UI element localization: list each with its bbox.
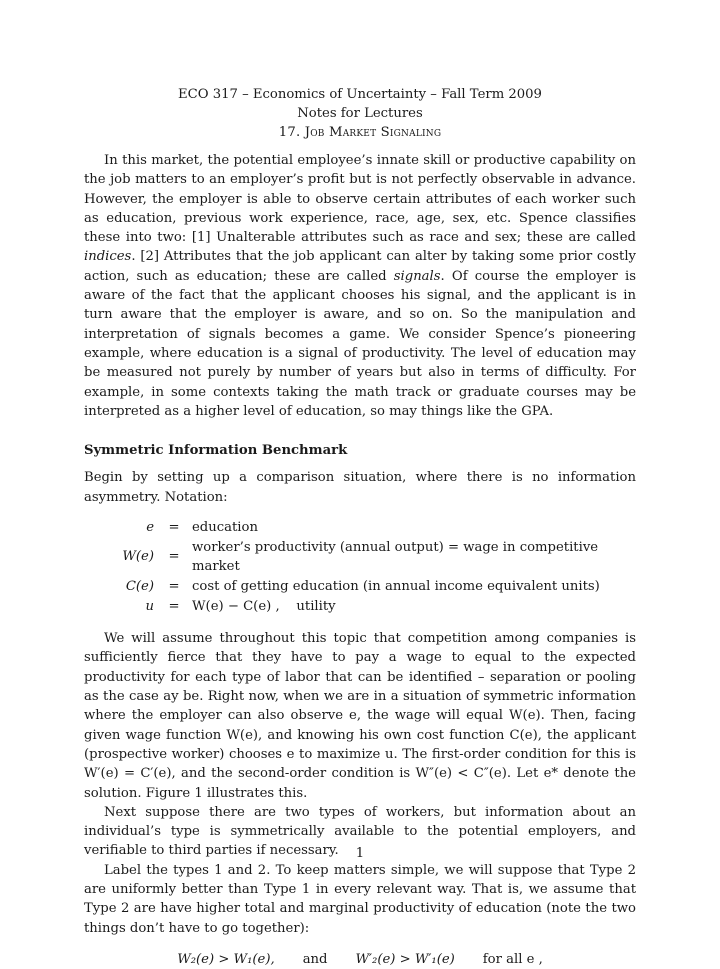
inequality-marginal: W′₂(e) > W′₁(e) bbox=[355, 951, 455, 967]
course-title: ECO 317 – Economics of Uncertainty – Fall Term 2009 bbox=[178, 87, 542, 102]
notation-symbol: u bbox=[145, 599, 154, 615]
notes-subtitle: Notes for Lectures bbox=[297, 106, 423, 121]
labels-paragraph: Label the types 1 and 2. To keep matters simple, we will suppose that Type 2 are uniformly better than Type 1 in every relevant way. That is, we assume that Type 2 are have higher total and marginal productivity of education (note the two things don’t have to go together): bbox=[84, 862, 636, 936]
document-page bbox=[84, 85, 636, 969]
document-header bbox=[84, 85, 636, 142]
indices-term: indices bbox=[84, 249, 132, 265]
intro-paragraph bbox=[84, 151, 636, 421]
notation-row bbox=[110, 576, 636, 597]
notation-row bbox=[110, 517, 636, 538]
notation-row bbox=[110, 597, 636, 618]
inequality-total: W₂(e) > W₁(e), bbox=[177, 951, 275, 967]
notation-symbol: C(e) bbox=[125, 578, 154, 594]
intro-text-2: . [2] Attributes that the job applicant can alter by taking some prior costly action, such as education; these are called bbox=[84, 249, 636, 284]
notation-equals: = bbox=[168, 519, 180, 535]
intro-text-3: . Of course the employer is aware of the fact that the applicant chooses his signal, and the applicant is in turn aware that the employer is aware, and so on. So the manipulation and interpretation of signals becomes a game. We consider Spence’s pioneering example, where education is a signal of productivity. The level of education may be measured not purely by number of years but also in terms of difficulty. For example, in some contexts taking the math track or graduate courses may be interpreted as a higher level of education, so may things like the GPA. bbox=[84, 268, 636, 419]
lecture-title: 17. Job Market Signaling bbox=[278, 125, 442, 140]
productivity-inequality bbox=[84, 950, 636, 969]
notation-symbol: e bbox=[146, 519, 154, 535]
setup-paragraph: Begin by setting up a comparison situation, where there is no information asymmetry. Notation: bbox=[84, 470, 636, 505]
intro-text-1: In this market, the potential employee’s innate skill or productive capability on the job matters to an employer’s profit but is not perfectly observable in advance. However, the employer is able to observe certain attributes of each worker such as education, previous work experience, race, age, sex, etc. Spence classifies these into two: [1] Unalterable attributes such as race and sex; these are called bbox=[84, 153, 636, 246]
page-number: 1 bbox=[355, 846, 365, 861]
notation-meaning: cost of getting education (in annual income equivalent units) bbox=[192, 578, 600, 594]
notation-meaning: education bbox=[192, 519, 258, 535]
notation-equals: = bbox=[168, 599, 180, 615]
notation-row bbox=[110, 538, 636, 577]
notation-meaning: W(e) − C(e) , utility bbox=[192, 599, 336, 615]
inequality-for-all: for all e , bbox=[482, 951, 543, 967]
assumption-paragraph: We will assume throughout this topic that competition among companies is sufficiently fierce that they have to pay a wage to equal to the expected productivity for each type of labor that can be identified – separation or pooling as the case ay be. Right now, when we are in a situation of symmetric information where the employer can also observe e, the wage will equal W(e). Then, facing given wage function W(e), and knowing his own cost function C(e), the applicant (prospective worker) chooses e to maximize u. The first-order condition for this is W′(e) = C′(e), and the second-order condition is W″(e) < C″(e). Let e* denote the solution. Figure 1 illustrates this. bbox=[84, 631, 636, 801]
notation-symbol: W(e) bbox=[122, 549, 154, 565]
notation-equals: = bbox=[168, 549, 180, 565]
notation-meaning: worker’s productivity (annual output) = wage in competitive market bbox=[192, 539, 599, 574]
notation-table bbox=[110, 517, 636, 617]
notation-equals: = bbox=[168, 578, 180, 594]
signals-term: signals bbox=[393, 268, 441, 284]
section-heading: Symmetric Information Benchmark bbox=[84, 443, 348, 459]
inequality-and: and bbox=[302, 951, 328, 967]
two-types-paragraph: Next suppose there are two types of workers, but information about an individual’s type is symmetrically available to the potential employers, and verifiable to third parties if necessary. bbox=[84, 804, 636, 859]
